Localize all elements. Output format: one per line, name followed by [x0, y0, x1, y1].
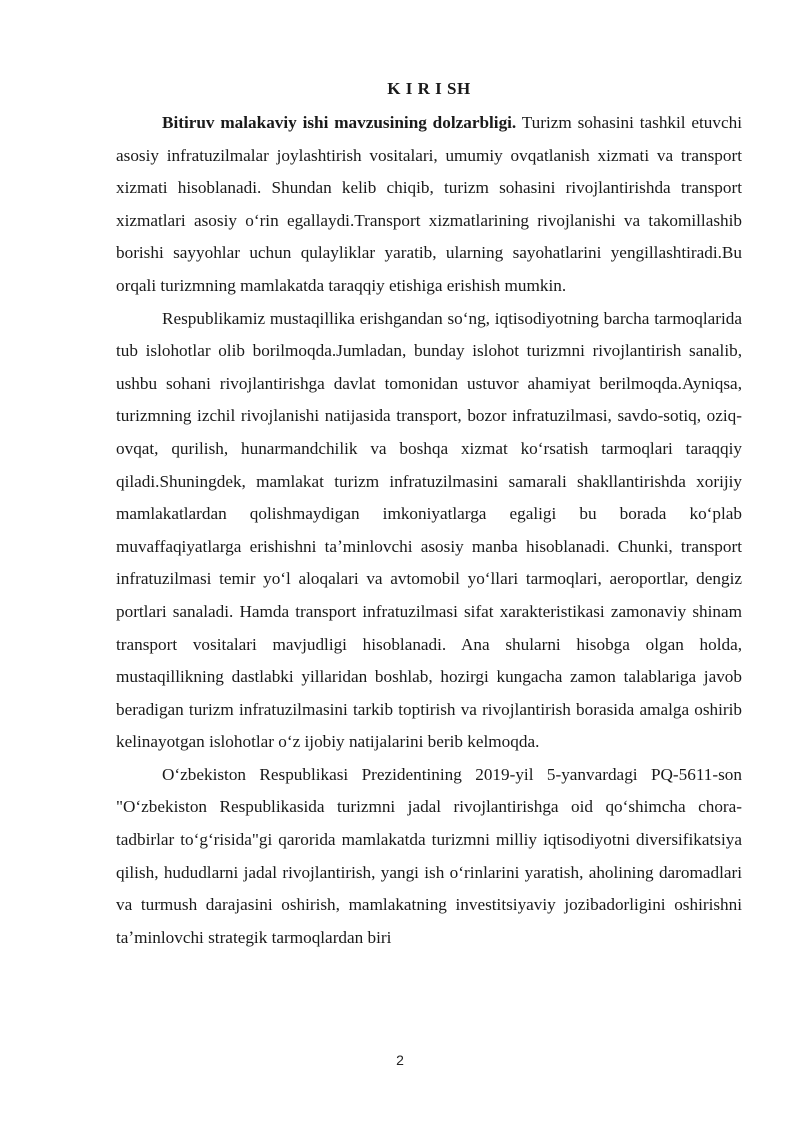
paragraph-lead-bold: Bitiruv malakaviy ishi mavzusining dolzarbligi.: [162, 113, 517, 132]
paragraph-decree: [116, 759, 742, 955]
paragraph-relevance: [116, 107, 742, 303]
document-page: [116, 78, 742, 954]
page-number: 2: [396, 1052, 404, 1068]
paragraph-text: Turizm sohasini tashkil etuvchi asosiy infratuzilmalar joylashtirish vositalari, umumiy ovqatlanish xizmati va transport xizmati hisoblanadi. Shundan kelib chiqib, turizm sohasini rivojlantirishda transport xizmatlari asosiy oʻrin egallaydi.Transport xizmatlarining rivojlanishi va takomillashib borishi sayyohlar uchun qulayliklar yaratib, ularning sayohatlarini yengillashtiradi.Bu orqali turizmning mamlakatda taraqqiy etishiga erishish mumkin.: [116, 113, 742, 295]
paragraph-reforms: [116, 303, 742, 759]
paragraph-text: Respublikamiz mustaqillika erishgandan soʻng, iqtisodiyotning barcha tarmoqlarida tub islohotlar olib borilmoqda.Jumladan, bunday islohot turizmni rivojlantirish sanalib, ushbu sohani rivojlantirishga davlat tomonidan ustuvor ahamiyat berilmoqda.Ayniqsa, turizmning izchil rivojlanishi natijasida transport, bozor infratuzilmasi, savdo-sotiq, oziq-ovqat, qurilish, hunarmandchilik va boshqa xizmat koʻrsatish tarmoqlari taraqqiy qiladi.Shuningdek, mamlakat turizm infratuzilmasini samarali shakllantirishda xorijiy mamlakatlardan qolishmaydigan imkoniyatlarga egaligi bu borada koʻplab muvaffaqiyatlarga erishishni taʼminlovchi asosiy manba hisoblanadi. Chunki, transport infratuzilmasi temir yoʻl aloqalari va avtomobil yoʻllari tarmoqlari, aeroportlar, dengiz portlari sanaladi. Hamda transport infratuzilmasi sifat xarakteristikasi zamonaviy shinam transport vositalari mavjudligi hisoblanadi. Ana shularni hisobga olgan holda, mustaqillikning dastlabki yillaridan boshlab, hozirgi kungacha zamon talablariga javob beradigan turizm infratuzilmasini tarkib toptirish va rivojlantirish borasida amalga oshirib kelinayotgan islohotlar oʻz ijobiy natijalarini berib kelmoqda.: [116, 308, 742, 752]
page-heading: K I R I SH: [387, 79, 471, 98]
paragraph-text: Oʻzbekiston Respublikasi Prezidentining 2019-yil 5-yanvardagi PQ-5611-son "Oʻzbekiston Respublikasida turizmni jadal rivojlantirishga oid qoʻshimcha chora-tadbirlar toʻgʻrisida"gi qarorida mamlakatda turizmni milliy iqtisodiyotni diversifikatsiya qilish, hududlarni jadal rivojlantirish, yangi ish oʻrinlarini yaratish, aholining daromadlari va turmush darajasini oshirish, mamlakatning investitsiyaviy jozibadorligini oshirishni taʼminlovchi strategik tarmoqlardan biri: [116, 764, 742, 947]
